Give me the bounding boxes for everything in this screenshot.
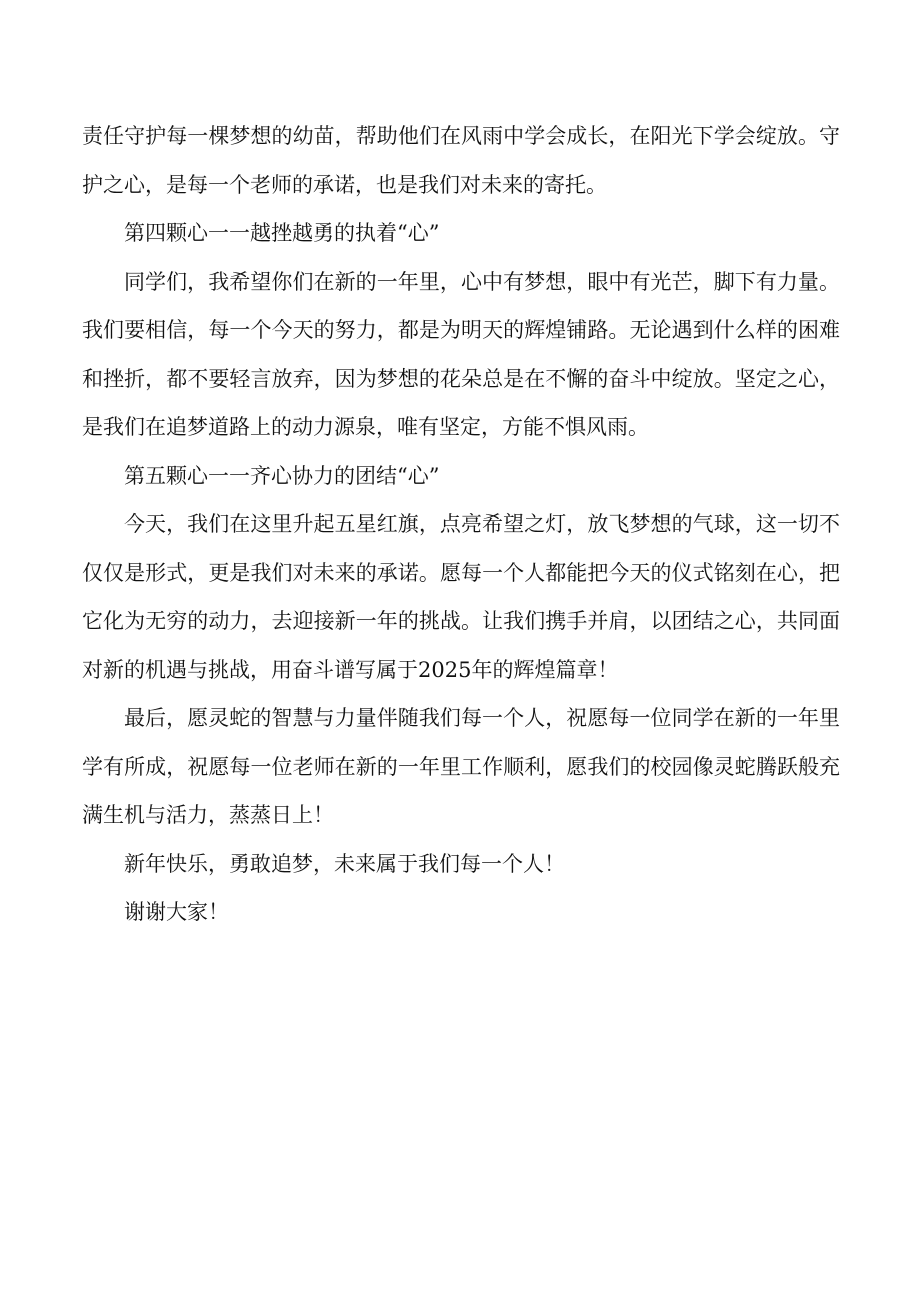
paragraph-closing-wishes: 最后，愿灵蛇的智慧与力量伴随我们每一个人，祝愿每一位同学在新的一年里学有所成，祝愿每一位老师在新的一年里工作顺利，愿我们的校园像灵蛇腾跃般充满生机与活力，蒸蒸日上！ bbox=[82, 706, 840, 827]
paragraph-new-year-greeting: 新年快乐，勇敢追梦，未来属于我们每一个人！ bbox=[124, 851, 565, 876]
document-page bbox=[82, 112, 840, 937]
paragraph-thanks: 谢谢大家！ bbox=[124, 900, 229, 924]
heading-fourth-heart: 第四颗心一一越挫越勇的执着“心” bbox=[124, 221, 440, 245]
paragraph-perseverance: 同学们，我希望你们在新的一年里，心中有梦想，眼中有光芒，脚下有力量。我们要相信，每一个今天的努力，都是为明天的辉煌铺路。无论遇到什么样的困难和挫折，都不要轻言放弃，因为梦想的花朵总是在不懈的奋斗中绽放。坚定之心，是我们在追梦道路上的动力源泉，唯有坚定，方能不惧风雨。 bbox=[82, 269, 840, 439]
paragraph-unity: 今天，我们在这里升起五星红旗，点亮希望之灯，放飞梦想的气球，这一切不仅仅是形式，更是我们对未来的承诺。愿每一个人都能把今天的仪式铭刻在心，把它化为无穷的动力，去迎接新一年的挑战。让我们携手并肩，以团结之心，共同面对新的机遇与挑战，用奋斗谱写属于2025年的辉煌篇章！ bbox=[82, 512, 840, 682]
heading-fifth-heart: 第五颗心一一齐心协力的团结“心” bbox=[124, 463, 440, 488]
paragraph-guardian-heart-continued: 责任守护每一棵梦想的幼苗，帮助他们在风雨中学会成长，在阳光下学会绽放。守护之心，是每一个老师的承诺，也是我们对未来的寄托。 bbox=[82, 124, 840, 197]
